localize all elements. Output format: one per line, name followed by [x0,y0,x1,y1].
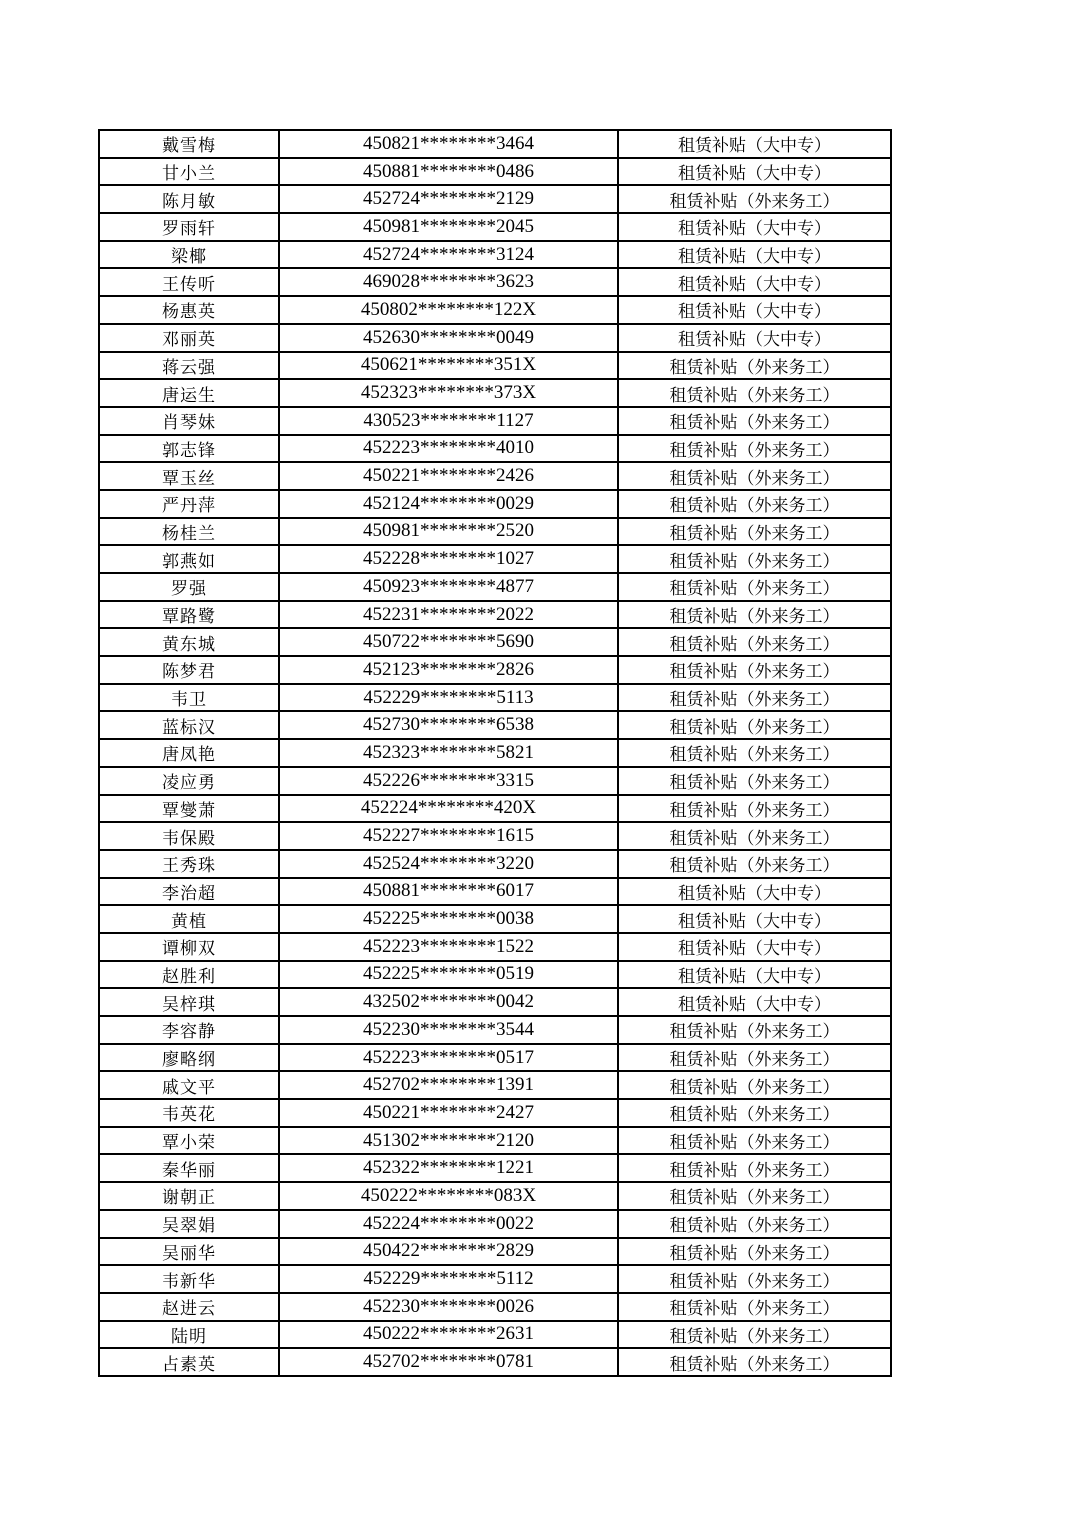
table-row [99,573,891,601]
subsidy-type-cell: 租赁补贴（外来务工） [618,1348,891,1376]
applicant-name-cell: 韦英花 [99,1099,279,1127]
masked-id-number-cell: 452226********3315 [279,767,618,795]
masked-id-number-cell: 452229********5113 [279,684,618,712]
subsidy-type-cell: 租赁补贴（外来务工） [618,822,891,850]
table-row [99,739,891,767]
applicant-name-cell: 唐运生 [99,379,279,407]
subsidy-type-cell: 租赁补贴（外来务工） [618,767,891,795]
masked-id-number-cell: 452124********0029 [279,490,618,518]
subsidy-type-cell: 租赁补贴（外来务工） [618,601,891,629]
applicant-name-cell: 吴翠娟 [99,1210,279,1238]
subsidy-type-cell: 租赁补贴（外来务工） [618,352,891,380]
masked-id-number-cell: 450881********6017 [279,878,618,906]
applicant-name-cell: 黄东城 [99,628,279,656]
applicant-name-cell: 杨桂兰 [99,518,279,546]
applicant-name-cell: 蓝标汉 [99,711,279,739]
subsidy-recipient-table [98,129,892,1377]
masked-id-number-cell: 452230********3544 [279,1016,618,1044]
masked-id-number-cell: 450821********3464 [279,130,618,158]
table-row [99,352,891,380]
table-row [99,628,891,656]
subsidy-type-cell: 租赁补贴（外来务工） [618,1210,891,1238]
subsidy-type-cell: 租赁补贴（外来务工） [618,1238,891,1266]
applicant-name-cell: 戴雪梅 [99,130,279,158]
table-row [99,407,891,435]
table-row [99,1321,891,1349]
subsidy-type-cell: 租赁补贴（大中专） [618,130,891,158]
masked-id-number-cell: 452724********3124 [279,241,618,269]
subsidy-type-cell: 租赁补贴（外来务工） [618,1044,891,1072]
masked-id-number-cell: 452231********2022 [279,601,618,629]
applicant-name-cell: 谭柳双 [99,933,279,961]
table-row [99,1182,891,1210]
applicant-name-cell: 肖琴妹 [99,407,279,435]
masked-id-number-cell: 450722********5690 [279,628,618,656]
table-row [99,1348,891,1376]
table-row [99,545,891,573]
subsidy-type-cell: 租赁补贴（外来务工） [618,684,891,712]
subsidy-type-cell: 租赁补贴（外来务工） [618,545,891,573]
table-row [99,130,891,158]
subsidy-type-cell: 租赁补贴（外来务工） [618,1265,891,1293]
masked-id-number-cell: 452227********1615 [279,822,618,850]
subsidy-type-cell: 租赁补贴（外来务工） [618,739,891,767]
masked-id-number-cell: 450222********2631 [279,1321,618,1349]
subsidy-type-cell: 租赁补贴（大中专） [618,296,891,324]
subsidy-type-cell: 租赁补贴（外来务工） [618,1099,891,1127]
table-row [99,1238,891,1266]
applicant-name-cell: 杨惠英 [99,296,279,324]
table-row [99,296,891,324]
subsidy-type-cell: 租赁补贴（外来务工） [618,1154,891,1182]
applicant-name-cell: 李容静 [99,1016,279,1044]
table-row [99,324,891,352]
subsidy-type-cell: 租赁补贴（外来务工） [618,711,891,739]
subsidy-type-cell: 租赁补贴（外来务工） [618,407,891,435]
applicant-name-cell: 郭志锋 [99,435,279,463]
subsidy-type-cell: 租赁补贴（外来务工） [618,656,891,684]
applicant-name-cell: 陈月敏 [99,185,279,213]
applicant-name-cell: 甘小兰 [99,158,279,186]
applicant-name-cell: 罗强 [99,573,279,601]
subsidy-type-cell: 租赁补贴（大中专） [618,988,891,1016]
table-row [99,711,891,739]
table-row [99,379,891,407]
applicant-name-cell: 陈梦君 [99,656,279,684]
masked-id-number-cell: 450621********351X [279,352,618,380]
masked-id-number-cell: 450802********122X [279,296,618,324]
table-row [99,933,891,961]
applicant-name-cell: 覃小荣 [99,1127,279,1155]
subsidy-type-cell: 租赁补贴（大中专） [618,878,891,906]
subsidy-type-cell: 租赁补贴（外来务工） [618,518,891,546]
table-row [99,822,891,850]
table-row [99,850,891,878]
table-row [99,518,891,546]
masked-id-number-cell: 452228********1027 [279,545,618,573]
table-row [99,1044,891,1072]
applicant-name-cell: 蒋云强 [99,352,279,380]
masked-id-number-cell: 452323********5821 [279,739,618,767]
applicant-name-cell: 赵进云 [99,1293,279,1321]
table-row [99,1154,891,1182]
masked-id-number-cell: 452230********0026 [279,1293,618,1321]
table-row [99,1293,891,1321]
masked-id-number-cell: 452630********0049 [279,324,618,352]
masked-id-number-cell: 450923********4877 [279,573,618,601]
masked-id-number-cell: 452524********3220 [279,850,618,878]
masked-id-number-cell: 452702********0781 [279,1348,618,1376]
masked-id-number-cell: 450881********0486 [279,158,618,186]
subsidy-type-cell: 租赁补贴（外来务工） [618,379,891,407]
applicant-name-cell: 占素英 [99,1348,279,1376]
masked-id-number-cell: 430523********1127 [279,407,618,435]
subsidy-type-cell: 租赁补贴（大中专） [618,324,891,352]
applicant-name-cell: 唐凤艳 [99,739,279,767]
masked-id-number-cell: 452224********420X [279,795,618,823]
applicant-name-cell: 凌应勇 [99,767,279,795]
applicant-name-cell: 赵胜利 [99,961,279,989]
table-row [99,435,891,463]
applicant-name-cell: 梁椰 [99,241,279,269]
table-row [99,1265,891,1293]
applicant-name-cell: 王传听 [99,268,279,296]
applicant-name-cell: 吴丽华 [99,1238,279,1266]
applicant-name-cell: 韦卫 [99,684,279,712]
subsidy-type-cell: 租赁补贴（外来务工） [618,185,891,213]
masked-id-number-cell: 450981********2045 [279,213,618,241]
applicant-name-cell: 邓丽英 [99,324,279,352]
table-row [99,905,891,933]
applicant-name-cell: 廖略纲 [99,1044,279,1072]
masked-id-number-cell: 450222********083X [279,1182,618,1210]
subsidy-type-cell: 租赁补贴（外来务工） [618,1293,891,1321]
applicant-name-cell: 陆明 [99,1321,279,1349]
applicant-name-cell: 黄植 [99,905,279,933]
masked-id-number-cell: 452225********0038 [279,905,618,933]
subsidy-type-cell: 租赁补贴（外来务工） [618,795,891,823]
masked-id-number-cell: 452730********6538 [279,711,618,739]
masked-id-number-cell: 452702********1391 [279,1071,618,1099]
subsidy-type-cell: 租赁补贴（外来务工） [618,1321,891,1349]
masked-id-number-cell: 450221********2426 [279,462,618,490]
applicant-name-cell: 郭燕如 [99,545,279,573]
masked-id-number-cell: 452223********0517 [279,1044,618,1072]
masked-id-number-cell: 452229********5112 [279,1265,618,1293]
table-row [99,988,891,1016]
applicant-name-cell: 覃燮萧 [99,795,279,823]
table-row [99,213,891,241]
table-body [99,130,891,1376]
table-row [99,684,891,712]
subsidy-type-cell: 租赁补贴（大中专） [618,241,891,269]
masked-id-number-cell: 450981********2520 [279,518,618,546]
subsidy-type-cell: 租赁补贴（外来务工） [618,573,891,601]
masked-id-number-cell: 452123********2826 [279,656,618,684]
table-row [99,767,891,795]
subsidy-type-cell: 租赁补贴（外来务工） [618,1182,891,1210]
table-row [99,656,891,684]
table-row [99,1127,891,1155]
masked-id-number-cell: 452323********373X [279,379,618,407]
masked-id-number-cell: 450221********2427 [279,1099,618,1127]
subsidy-type-cell: 租赁补贴（外来务工） [618,850,891,878]
table-row [99,961,891,989]
table-row [99,490,891,518]
masked-id-number-cell: 452223********4010 [279,435,618,463]
table-row [99,1210,891,1238]
table-row [99,462,891,490]
table-row [99,185,891,213]
subsidy-type-cell: 租赁补贴（外来务工） [618,462,891,490]
subsidy-type-cell: 租赁补贴（大中专） [618,268,891,296]
applicant-name-cell: 李治超 [99,878,279,906]
masked-id-number-cell: 469028********3623 [279,268,618,296]
applicant-name-cell: 韦保殿 [99,822,279,850]
masked-id-number-cell: 452223********1522 [279,933,618,961]
subsidy-type-cell: 租赁补贴（大中专） [618,961,891,989]
table-row [99,241,891,269]
applicant-name-cell: 谢朝正 [99,1182,279,1210]
applicant-name-cell: 戚文平 [99,1071,279,1099]
subsidy-type-cell: 租赁补贴（外来务工） [618,1071,891,1099]
masked-id-number-cell: 432502********0042 [279,988,618,1016]
subsidy-type-cell: 租赁补贴（外来务工） [618,1127,891,1155]
subsidy-type-cell: 租赁补贴（外来务工） [618,628,891,656]
masked-id-number-cell: 450422********2829 [279,1238,618,1266]
table-row [99,878,891,906]
masked-id-number-cell: 452225********0519 [279,961,618,989]
subsidy-type-cell: 租赁补贴（大中专） [618,933,891,961]
applicant-name-cell: 王秀珠 [99,850,279,878]
applicant-name-cell: 覃路鹭 [99,601,279,629]
subsidy-type-cell: 租赁补贴（外来务工） [618,490,891,518]
applicant-name-cell: 罗雨轩 [99,213,279,241]
masked-id-number-cell: 452724********2129 [279,185,618,213]
table-row [99,1016,891,1044]
table-row [99,158,891,186]
table-row [99,1071,891,1099]
applicant-name-cell: 严丹萍 [99,490,279,518]
table-row [99,268,891,296]
applicant-name-cell: 秦华丽 [99,1154,279,1182]
masked-id-number-cell: 451302********2120 [279,1127,618,1155]
subsidy-type-cell: 租赁补贴（外来务工） [618,435,891,463]
masked-id-number-cell: 452224********0022 [279,1210,618,1238]
table-row [99,1099,891,1127]
masked-id-number-cell: 452322********1221 [279,1154,618,1182]
applicant-name-cell: 吴梓琪 [99,988,279,1016]
subsidy-type-cell: 租赁补贴（大中专） [618,213,891,241]
applicant-name-cell: 韦新华 [99,1265,279,1293]
table-row [99,795,891,823]
table-row [99,601,891,629]
subsidy-type-cell: 租赁补贴（大中专） [618,905,891,933]
subsidy-type-cell: 租赁补贴（外来务工） [618,1016,891,1044]
subsidy-type-cell: 租赁补贴（大中专） [618,158,891,186]
applicant-name-cell: 覃玉丝 [99,462,279,490]
